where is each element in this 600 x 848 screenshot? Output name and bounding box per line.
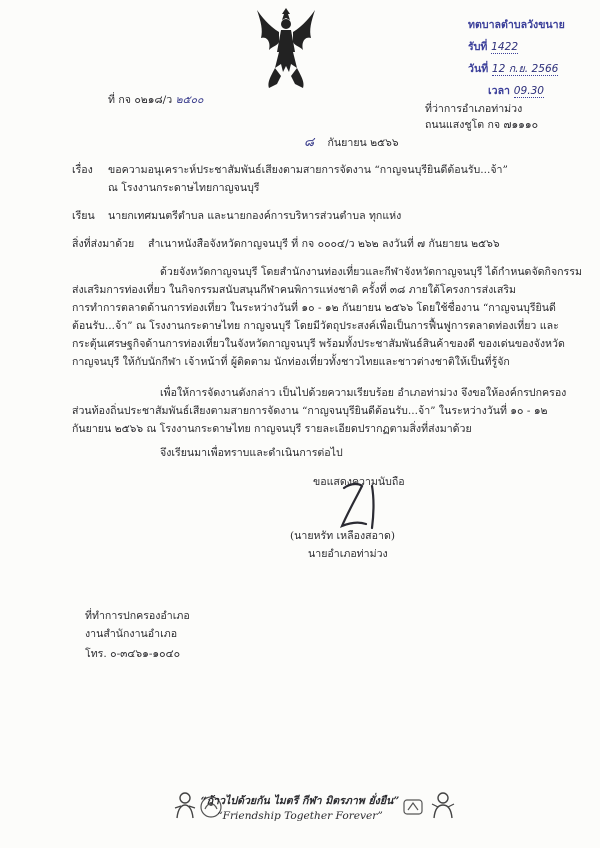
doc-number-prefix: ที่ กจ ๐๒๑๘/ว [108,94,173,106]
date-month-year: กันยายน ๒๕๖๖ [327,137,399,149]
stamp-received-label: รับที่ [468,41,488,53]
received-stamp [468,16,598,96]
contact-phone: โทร. ๐-๓๔๖๑-๑๐๔๐ [85,648,181,660]
document-date [304,136,399,150]
contact-office: ที่ทำการปกครองอำเภอ [85,610,190,622]
footer-motto-english: “Friendship Together Forever” [217,810,383,822]
garuda-emblem-icon [255,6,317,90]
attachment-label: สิ่งที่ส่งมาด้วย [72,238,135,250]
stamp-org: ทตบาลตำบลวังขนาย [468,19,565,31]
stamp-date-label: วันที่ [468,63,489,75]
recipient-label: เรียน [72,210,95,222]
para2-line: กันยายน ๒๕๖๖ ณ โรงงานกระดาษไทย กาญจนบุรี รายละเอียดปรากฏตามสิ่งที่ส่งมาด้วย [72,423,472,435]
subject-line1: ขอความอนุเคราะห์ประชาสัมพันธ์เสียงตามสายการจัดงาน “กาญจนบุรียินดีต้อนรับ...จ้า” [108,164,508,176]
stamp-time-value: 09.30 [513,85,545,97]
para2-line: ส่วนท้องถิ่นประชาสัมพันธ์เสียงตามสายการจัดงาน “กาญจนบุรียินดีต้อนรับ...จ้า” ในระหว่างวันที่ ๑๐ - ๑๒ [72,405,548,417]
regards: ขอแสดงความนับถือ [313,476,405,488]
stamp-date-value: 12 ก.ย. 2566 [491,63,559,75]
subject-label: เรื่อง [72,164,93,176]
para1-line: ต้อนรับ...จ้า” ณ โรงงานกระดาษไทย กาญจนบุรี โดยมีวัตถุประสงค์เพื่อเป็นการฟื้นฟูการตลาดท่องเที่ยว และ [72,320,559,332]
attachment-text: สำเนาหนังสือจังหวัดกาญจนบุรี ที่ กจ ๐๐๐๔/ว ๒๖๒ ลงวันที่ ๗ กันยายน ๒๕๖๖ [148,238,500,250]
body-paragraph-1 [72,263,582,371]
stamp-time-label: เวลา [488,85,511,97]
para1-line: กระตุ้นเศรษฐกิจด้านการท่องเที่ยวในจังหวัดกาญจนบุรี พร้อมทั้งประชาสัมพันธ์สินค้าของดี ของเด่นของจังหวัด [72,338,565,350]
doc-number-handwritten: ๒๕๐๐ [175,94,204,106]
office-address: ถนนแสงชูโต กจ ๗๑๑๑๐ [425,119,539,131]
body-paragraph-2 [72,384,570,438]
doc-number [108,93,204,107]
contact-section: งานสำนักงานอำเภอ [85,628,178,640]
para1-line: การทำการตลาดด้านการท่องเที่ยว ในระหว่างวันที่ ๑๐ - ๑๒ กันยายน ๒๕๖๖ โดยใช้ชื่องาน “กาญจนบุรียินดี [72,302,556,314]
signature-mark [338,478,386,534]
subject-line2: ณ โรงงานกระดาษไทยกาญจนบุรี [108,182,260,194]
date-day-handwritten: ๘ [304,135,315,150]
stamp-received-number: 1422 [491,41,519,53]
para1-line: ส่งเสริมการท่องเที่ยว ในกิจกรรมสนับสนุนกีฬาคนพิการแห่งชาติ ครั้งที่ ๓๘ ภายใต้โครงการส่งเสริม [72,284,516,296]
para1-line: กาญจนบุรี ให้กับนักกีฬา เจ้าหน้าที่ ผู้ติดตาม นักท่องเที่ยวทั้งชาวไทยและชาวต่างชาติให้เป็นที่รู้จัก [72,356,510,368]
para1-line: ด้วยจังหวัดกาญจนบุรี โดยสำนักงานท่องเที่ยวและกีฬาจังหวัดกาญจนบุรี ได้กำหนดจัดกิจกรรม [160,266,582,278]
para2-line: เพื่อให้การจัดงานดังกล่าว เป็นไปด้วยความเรียบร้อย อำเภอท่าม่วง จึงขอให้องค์กรปกครอง [160,387,567,399]
office-name: ที่ว่าการอำเภอท่าม่วง [425,103,523,115]
footer-motto-thai: “ก้าวไปด้วยกัน ไมตรี กีฬา มิตรภาพ ยั่งยืน” [200,795,400,807]
recipient-text: นายกเทศมนตรีตำบล และนายกองค์การบริหารส่วนตำบล ทุกแห่ง [108,210,402,222]
signer-position: นายอำเภอท่าม่วง [308,548,388,560]
signer-name: (นายหรัท เหลืองสอาด) [290,530,395,542]
closing-line: จึงเรียนมาเพื่อทราบและดำเนินการต่อไป [160,447,343,459]
